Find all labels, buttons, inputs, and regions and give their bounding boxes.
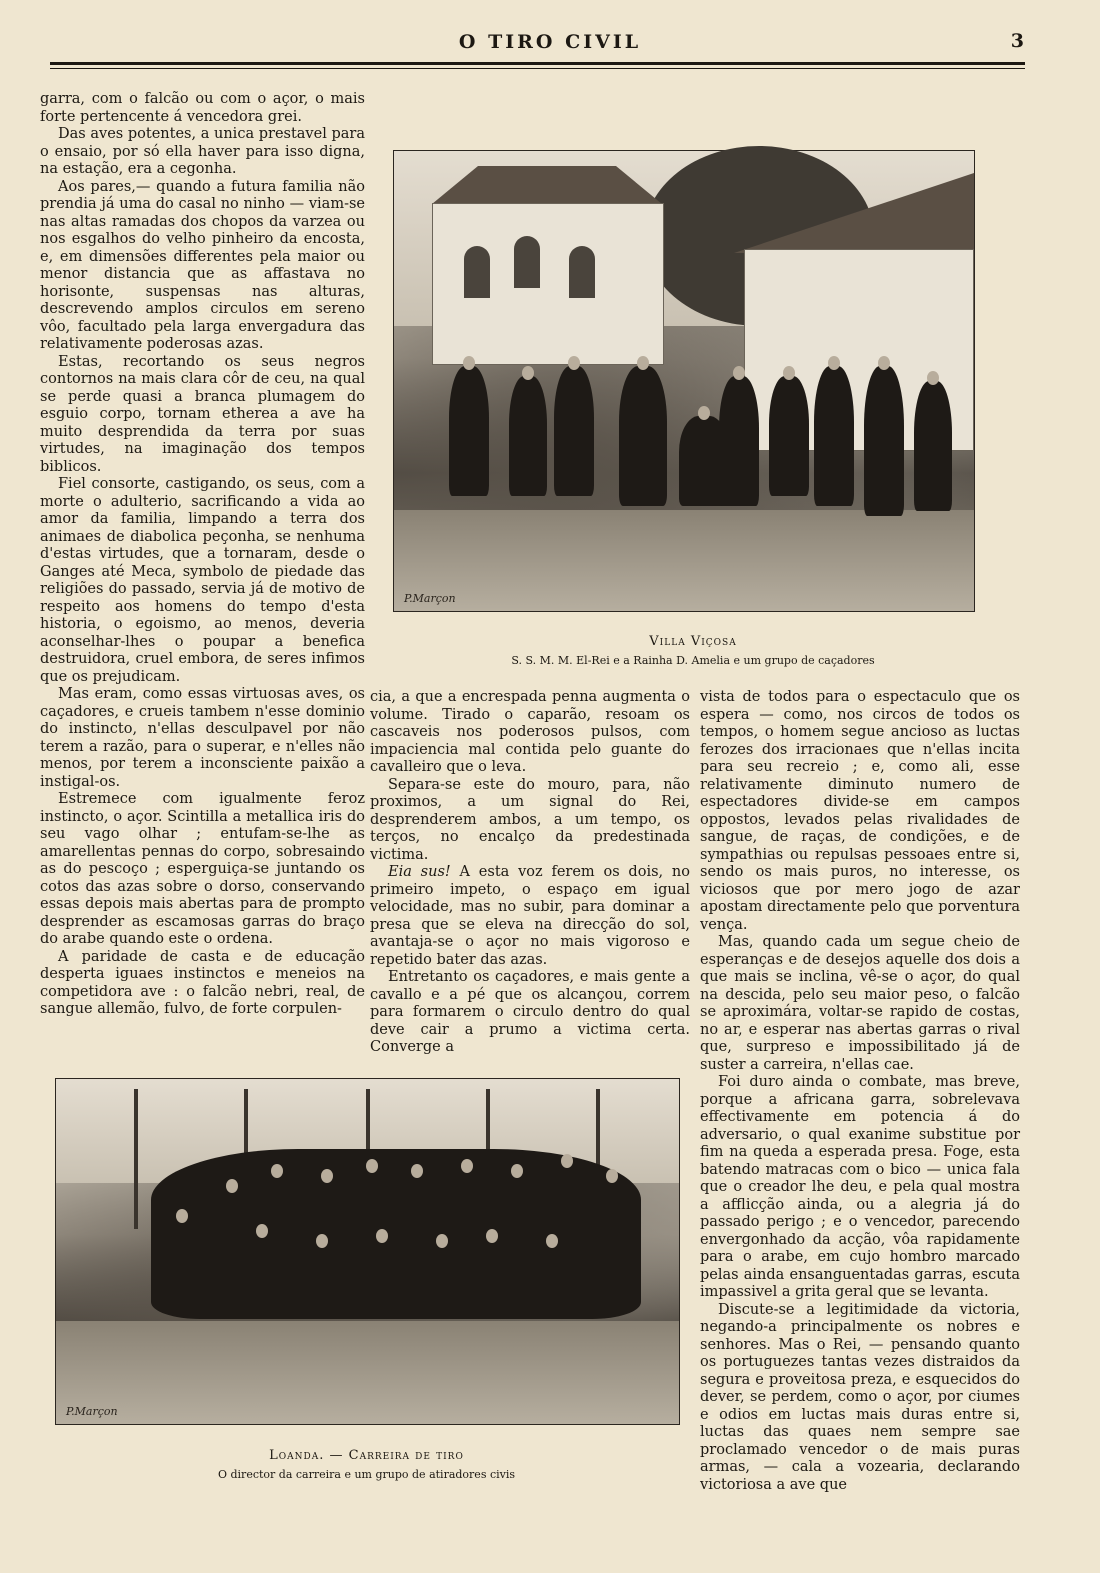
- photo-face: [463, 356, 475, 370]
- paragraph: Aos pares,— quando a futura familia não prendia já uma do casal no ninho — viam-se nas altas ramadas dos chopos da varzea ou nos esgalhos do velho pinheiro da encosta, e, em dimensões differentes pela maior ou menor distancia que as affastava no horisonte, suspensas nas alturas, descrevendo amplos circulos em sereno vôo, facultado pela larga envergadura das relativamente poderosas azas.: [40, 178, 365, 352]
- photo-figure: [769, 376, 809, 496]
- photo-face: [733, 366, 745, 380]
- paragraph: Mas, quando cada um segue cheio de esperanças e de desejos aquelle dos dois a que mais se inclina, vê-se o açor, do qual na descida, pelo seu maior peso, o falcão se aproximára, voltar-se rapido de costas, no ar, e esperar nas abertas garras o rival que, surpreso e impossibilitado já de suster a carreira, n'ellas cae.: [700, 934, 1020, 1073]
- photo-post: [134, 1089, 138, 1229]
- photo-figure: [864, 366, 904, 516]
- photo-face: [568, 356, 580, 370]
- paragraph: Mas eram, como essas virtuosas aves, os caçadores, e crueis tambem n'esse dominio do instincto, n'ellas desculpavel por não terem a razão, para o superar, e n'elles não menos, por terem a inconsciente paixão a instigal-os.: [40, 686, 365, 790]
- page-number: 3: [1010, 30, 1024, 52]
- paragraph-text: A esta voz ferem os dois, no primeiro impeto, o espaço em igual velocidade, mas no subir, para dominar a presa que se eleva na direcção do sol, avantaja-se o açor no mais vigoroso e repetido bater das azas.: [370, 864, 690, 968]
- photographer-signature: P.Marçon: [404, 592, 456, 605]
- photo-ground: [56, 1321, 679, 1425]
- photo-face: [316, 1234, 328, 1248]
- photo-face: [546, 1234, 558, 1248]
- photo-arch: [514, 236, 540, 288]
- photo-face: [828, 356, 840, 370]
- photo-face: [271, 1164, 283, 1178]
- photo-face: [176, 1209, 188, 1223]
- paragraph: Fiel consorte, castigando, os seus, com a morte o adulterio, sacrificando a vida ao amor da familia, limpando a terra dos animaes de diabolica peçonha, se nenhuma d'estas virtudes, que a tornaram, desde o Ganges até Meca, symbolo de piedade das religiões do passado, servia já de motivo de respeito aos homens do tempo d'esta historia, o egoismo, ao menos, deveria aconselhar-lhes o poupar a benefica destruidora, cruel embora, de seres infimos que os prejudicam.: [40, 476, 365, 685]
- photo-figure: [814, 366, 854, 506]
- paragraph: Discute-se a legitimidade da victoria, negando-a principalmente os nobres e senhores. Mas o Rei, — pensando quanto os portuguezes tantas vezes distraidos da segura e proveitosa preza, e esquecidos do dever, se perdem, como o açor, por ciumes e odios em luctas mais duras entre si, luctas das quaes nem sempre sae proclamado vencedor o de mais puras armas, — cala a vozearia, declarando victoriosa a ave que: [700, 1301, 1020, 1493]
- paragraph: garra, com o falcão ou com o açor, o mais forte pertencente á vencedora grei.: [40, 91, 365, 125]
- photo-arch: [464, 246, 490, 298]
- photo-loanda: [55, 1078, 680, 1425]
- photo-face: [522, 366, 534, 380]
- page-title: O TIRO CIVIL: [458, 31, 642, 53]
- photographer-signature: P.Marçon: [66, 1405, 118, 1418]
- photo-face: [256, 1224, 268, 1238]
- photo-face: [561, 1154, 573, 1168]
- photo-figure: [509, 376, 547, 496]
- photo-figure: [449, 366, 489, 496]
- photo-ground: [394, 510, 974, 611]
- photo-arch: [569, 246, 595, 298]
- column-left: [40, 91, 365, 1031]
- photo-caption-title: Villa Viçosa: [649, 634, 737, 649]
- photo-face: [698, 406, 710, 420]
- photo-face: [376, 1229, 388, 1243]
- exclamation: Eia sus!: [388, 864, 451, 880]
- paragraph: Foi duro ainda o combate, mas breve, porque a africana garra, sobrelevava effectivamente em potencia á do adversario, o qual exanime substitue por fim na queda a esperada presa. Foge, esta batendo matracas com o bico — unica fala que o creador lhe deu, e pela qual mostra a afflicção ainda, ou a alegria já do passado perigo ; e o vencedor, parecendo envergonhado da acção, vôa rapidamente para o arabe, em cujo hombro marcado pelas ainda ensanguentadas garras, escuta impassivel a grita geral que se levanta.: [700, 1074, 1020, 1300]
- photo-caption: O director da carreira e um grupo de atiradores civis: [217, 1468, 516, 1481]
- paragraph: Separa-se este do mouro, para, não proximos, a um signal do Rei, desprenderem ambos, a um tempo, os terços, no encalço da predestinada victima.: [370, 776, 690, 863]
- paragraph: Estas, recortando os seus negros contornos na mais clara côr de ceu, na qual se perde quasi a branca plumagem do esguio corpo, tornam etherea a ave ha muito desprendida da terra por suas virtudes, na imaginação dos tempos biblicos.: [40, 353, 365, 475]
- photo-villa-vicosa: [393, 150, 975, 612]
- photo-face: [461, 1159, 473, 1173]
- photo-group: [151, 1149, 641, 1319]
- photo-figure: [554, 366, 594, 496]
- photo-figure: [914, 381, 952, 511]
- paragraph: Das aves potentes, a unica prestavel para o ensaio, por só ella haver para isso digna, na estação, era a cegonha.: [40, 126, 365, 177]
- photo-face: [411, 1164, 423, 1178]
- header-rule-thin: [50, 68, 1025, 69]
- photo-face: [226, 1179, 238, 1193]
- photo-face: [878, 356, 890, 370]
- photo-face: [511, 1164, 523, 1178]
- column-right: [700, 689, 1020, 1493]
- paragraph: [370, 864, 690, 969]
- header-rule: [50, 62, 1025, 65]
- photo-face: [366, 1159, 378, 1173]
- photo-caption-title: Loanda. — Carreira de tiro: [269, 1448, 464, 1463]
- paragraph: vista de todos para o espectaculo que os espera — como, nos circos de todos os tempos, o homem segue ancioso as luctas ferozes dos irracionaes que n'ellas incita para seu recreio ; e, como ali, esse relativamente diminuto numero de espectadores divide-se em campos oppostos, levados pelas rivalidades de sangue, de raças, de condições, e de sympathias ou repulsas pessoaes entre si, sendo os mais puros, no interesse, os viciosos que por mero jogo de azar apostam directamente pelo que porventura vença.: [700, 689, 1020, 933]
- photo-face: [436, 1234, 448, 1248]
- photo-figure: [719, 376, 759, 506]
- photo-face: [606, 1169, 618, 1183]
- photo-face: [486, 1229, 498, 1243]
- paragraph: Entretanto os caçadores, e mais gente a cavallo e a pé que os alcançou, correm para formarem o circulo dentro do qual deve cair a prumo a victima certa. Converge a: [370, 969, 690, 1055]
- paragraph: A paridade de casta e de educação desperta iguaes instinctos e meneios na competidora ave : o falcão nebri, real, de sangue allemão, fulvo, de forte corpulen-: [40, 948, 365, 1017]
- paragraph: Estremece com igualmente feroz instincto, o açor. Scintilla a metallica iris do seu vago olhar ; entufam-se-lhe as amarellentas pennas do corpo, sobresaindo as do pescoço ; esperguiça-se juntando os cotos das azas sobre o dorso, conservando essas depois mais abertas para de prompto desprender as escamosas garras do braço do arabe quando este o ordena.: [40, 791, 365, 947]
- photo-face: [637, 356, 649, 370]
- photo-face: [927, 371, 939, 385]
- photo-figure: [619, 366, 667, 506]
- column-middle: [370, 689, 690, 1055]
- photo-face: [321, 1169, 333, 1183]
- paragraph: cia, a que a encrespada penna augmenta o volume. Tirado o caparão, resoam os cascaveis nos poderosos pulsos, com impaciencia mal contida pelo guante do cavalleiro que o leva.: [370, 689, 690, 775]
- photo-caption: S. S. M. M. El-Rei e a Rainha D. Amelia e um grupo de caçadores: [511, 654, 875, 667]
- photo-face: [783, 366, 795, 380]
